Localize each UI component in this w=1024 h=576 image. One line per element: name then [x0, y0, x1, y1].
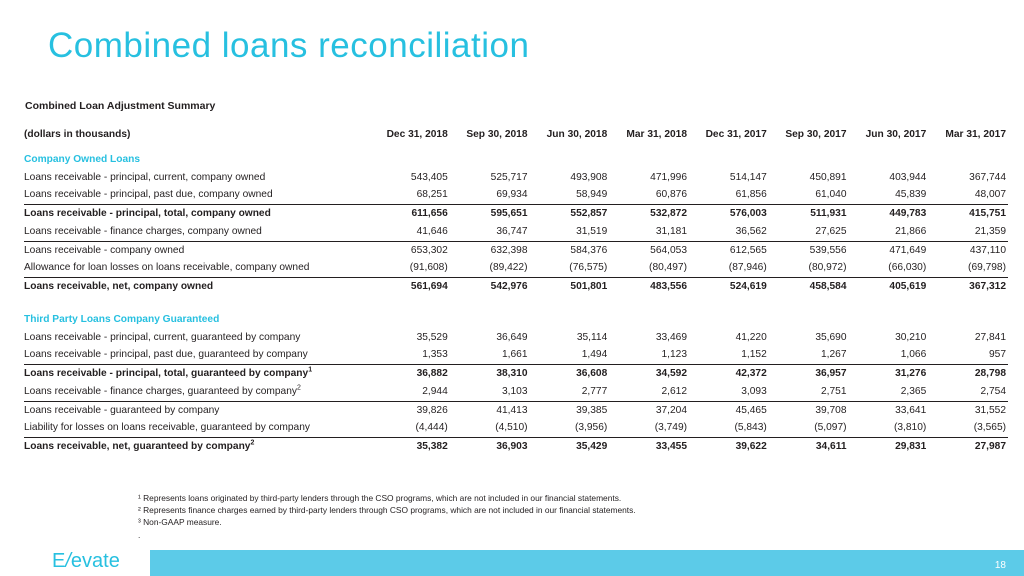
row-value: (80,972): [769, 259, 849, 277]
row-value: 471,649: [889, 244, 927, 256]
row-value: (4,510): [450, 419, 530, 437]
section-spacer-cell: [530, 304, 610, 329]
row-value: 34,611: [815, 441, 847, 453]
row-value: 450,891: [809, 171, 847, 183]
section-spacer-cell: [450, 304, 530, 329]
section-spacer-cell: [609, 304, 689, 329]
logo-part-2: evate: [70, 550, 120, 572]
row-value: 33,455: [655, 441, 687, 453]
row-value: 437,110: [969, 244, 1006, 256]
row-value: (3,749): [609, 419, 689, 437]
section-spacer-cell: [530, 144, 610, 169]
footnote-item: ² Represents finance charges earned by third-party lenders through CSO programs, which are not included in our financial statements.: [138, 505, 636, 516]
row-value: 403,944: [889, 171, 927, 183]
row-value: 653,302: [410, 244, 448, 256]
footnotes: [138, 492, 636, 541]
row-value: 2,365: [849, 383, 929, 401]
row-value: (5,097): [769, 419, 849, 437]
section-spacer-cell: [450, 144, 530, 169]
row-label: Loans receivable - principal, total, company owned: [24, 208, 271, 220]
row-value: 532,872: [650, 208, 687, 220]
footer-bar: [0, 550, 1024, 576]
table-row: [24, 259, 1008, 277]
column-header-date: Mar 31, 2018: [626, 129, 687, 140]
row-value: 27,625: [769, 223, 849, 241]
section-spacer-cell: [609, 144, 689, 169]
row-value: 483,556: [650, 281, 687, 293]
row-value: 45,839: [849, 186, 929, 204]
column-header-date: Mar 31, 2017: [945, 129, 1006, 140]
combined-loan-adjustment-table: [24, 126, 1008, 456]
footnote-item: ³ Non-GAAP measure.: [138, 517, 222, 528]
section-spacer-cell: [689, 304, 769, 329]
column-header-date: Sep 30, 2017: [785, 129, 847, 140]
row-value: 1,494: [530, 346, 610, 364]
row-value: 564,053: [650, 244, 687, 256]
row-value: 611,656: [411, 208, 448, 220]
row-value: 561,694: [410, 281, 448, 293]
row-value: 38,310: [496, 368, 528, 380]
row-value: 415,751: [969, 208, 1006, 220]
row-value: (91,608): [370, 259, 450, 277]
row-value: 42,372: [735, 368, 767, 380]
row-value: 31,519: [530, 223, 610, 241]
row-label: [24, 438, 370, 456]
row-value: 37,204: [655, 404, 687, 416]
column-header-date: Jun 30, 2017: [865, 129, 927, 140]
row-value: (3,810): [849, 419, 929, 437]
table-row-total: [24, 438, 1008, 456]
footnote-marker: 1: [308, 366, 313, 374]
row-label: Allowance for loan losses on loans receivable, company owned: [24, 259, 370, 277]
logo-slash: /: [65, 550, 71, 572]
section-header-row: [24, 304, 1008, 329]
table-row: [24, 346, 1008, 364]
row-value: 61,040: [769, 186, 849, 204]
row-value: 2,777: [530, 383, 610, 401]
row-value: 552,857: [570, 208, 608, 220]
row-value: 41,646: [370, 223, 450, 241]
table-row: [24, 401, 1008, 419]
row-label: Loans receivable - finance charges, company owned: [24, 223, 370, 241]
logo-part-1: E: [52, 550, 66, 572]
row-value: 28,798: [974, 368, 1006, 380]
row-value: 542,976: [490, 281, 528, 293]
row-value: 41,413: [496, 404, 528, 416]
row-value: 39,622: [735, 441, 767, 453]
table-header: [24, 126, 1008, 144]
row-value: 35,114: [576, 331, 608, 343]
row-value: 1,661: [450, 346, 530, 364]
table-row-total: [24, 278, 1008, 296]
table-row: [24, 186, 1008, 204]
row-value: 957: [928, 346, 1008, 364]
row-label: Loans receivable - company owned: [24, 244, 185, 256]
row-value: (69,798): [928, 259, 1008, 277]
section-spacer-cell: [689, 144, 769, 169]
row-value: 31,181: [609, 223, 689, 241]
row-value: 39,826: [416, 404, 448, 416]
section-title: Third Party Loans Company Guaranteed: [24, 313, 220, 325]
row-label: Loans receivable, net, company owned: [24, 281, 214, 293]
column-header-label: (dollars in thousands): [24, 129, 131, 140]
row-value: 30,210: [895, 331, 927, 343]
row-value: 3,103: [450, 383, 530, 401]
row-label: Loans receivable - principal, current, company owned: [24, 171, 266, 183]
row-value: 69,934: [450, 186, 530, 204]
row-value: 61,856: [689, 186, 769, 204]
table-row: [24, 383, 1008, 401]
section-spacer-cell: [370, 304, 450, 329]
section-title: Company Owned Loans: [24, 153, 141, 165]
section-spacer-cell: [849, 144, 929, 169]
row-value: 2,754: [928, 383, 1008, 401]
row-value: 632,398: [490, 244, 528, 256]
row-value: 3,093: [689, 383, 769, 401]
row-value: 36,608: [576, 368, 608, 380]
footnote-marker: 2: [296, 384, 301, 392]
row-value: 493,908: [570, 171, 608, 183]
table-caption: Combined Loan Adjustment Summary: [25, 100, 216, 112]
row-value: 367,744: [969, 171, 1006, 183]
row-value: 2,944: [370, 383, 450, 401]
row-label: [24, 383, 370, 401]
row-value: 29,831: [895, 441, 927, 453]
row-value: (76,575): [530, 259, 610, 277]
footnote-item: .: [138, 529, 141, 540]
section-spacer-cell: [849, 304, 929, 329]
row-label: [24, 365, 370, 383]
row-value: 511,931: [810, 208, 847, 220]
row-value: 539,556: [809, 244, 847, 256]
row-value: 31,276: [895, 368, 927, 380]
row-label-text: Loans receivable - finance charges, guaranteed by company: [24, 385, 297, 397]
row-value: 39,385: [576, 404, 608, 416]
row-value: (3,565): [928, 419, 1008, 437]
row-value: 35,429: [576, 441, 608, 453]
row-value: (87,946): [689, 259, 769, 277]
row-value: (3,956): [530, 419, 610, 437]
row-value: 36,562: [689, 223, 769, 241]
row-value: 2,612: [609, 383, 689, 401]
row-value: 58,949: [530, 186, 610, 204]
column-header-date: Dec 31, 2017: [705, 129, 767, 140]
column-header-date: Jun 30, 2018: [546, 129, 608, 140]
row-value: 405,619: [889, 281, 927, 293]
row-label: Loans receivable - principal, past due, company owned: [24, 186, 370, 204]
row-value: 576,003: [729, 208, 767, 220]
row-value: 524,619: [729, 281, 767, 293]
row-value: 36,649: [496, 331, 528, 343]
row-value: 514,147: [729, 171, 767, 183]
row-value: (66,030): [849, 259, 929, 277]
row-label: Loans receivable - principal, current, guaranteed by company: [24, 331, 301, 343]
row-spacer: [24, 296, 1008, 304]
row-value: (80,497): [609, 259, 689, 277]
row-value: 33,641: [895, 404, 927, 416]
table-row: [24, 419, 1008, 437]
page-title: Combined loans reconciliation: [48, 26, 530, 65]
section-spacer-cell: [370, 144, 450, 169]
row-value: 1,066: [849, 346, 929, 364]
table-row: [24, 223, 1008, 241]
row-value: 34,592: [655, 368, 687, 380]
row-value: 60,876: [609, 186, 689, 204]
row-value: 1,123: [609, 346, 689, 364]
table-body: [24, 144, 1008, 456]
row-value: 449,783: [889, 208, 927, 220]
row-label: Loans receivable - guaranteed by company: [24, 404, 220, 416]
row-value: 35,382: [416, 441, 448, 453]
row-value: 612,565: [729, 244, 767, 256]
row-value: 31,552: [974, 404, 1006, 416]
footnote-marker: 2: [250, 439, 255, 447]
row-value: 458,584: [809, 281, 847, 293]
section-spacer-cell: [928, 144, 1008, 169]
row-value: 35,529: [416, 331, 448, 343]
row-value: 471,996: [650, 171, 687, 183]
row-value: 595,651: [490, 208, 528, 220]
table-row-subtotal: [24, 365, 1008, 383]
row-value: 33,469: [655, 331, 687, 343]
section-spacer-cell: [769, 304, 849, 329]
row-label-text: Loans receivable - principal, total, guaranteed by company: [24, 368, 309, 380]
row-label-text: Loans receivable, net, guaranteed by company: [24, 441, 251, 453]
row-value: 584,376: [570, 244, 608, 256]
column-header-date: Dec 31, 2018: [386, 129, 448, 140]
row-value: 543,405: [410, 171, 448, 183]
page-number: 18: [994, 560, 1006, 571]
row-value: 48,007: [928, 186, 1008, 204]
row-value: 39,708: [815, 404, 847, 416]
row-value: 36,957: [815, 368, 847, 380]
row-value: 501,801: [570, 281, 608, 293]
section-spacer-cell: [928, 304, 1008, 329]
row-value: 367,312: [969, 281, 1006, 293]
row-value: 1,152: [689, 346, 769, 364]
column-header-date: Sep 30, 2018: [466, 129, 528, 140]
company-logo: [52, 550, 120, 573]
row-value: 525,717: [490, 171, 528, 183]
section-spacer-cell: [769, 144, 849, 169]
section-header-row: [24, 144, 1008, 169]
row-value: 36,903: [496, 441, 528, 453]
table-row: [24, 169, 1008, 187]
row-value: (4,444): [370, 419, 450, 437]
row-value: (5,843): [689, 419, 769, 437]
row-value: 68,251: [370, 186, 450, 204]
row-value: 2,751: [769, 383, 849, 401]
row-value: 1,353: [370, 346, 450, 364]
table-row: [24, 329, 1008, 347]
table-row: [24, 241, 1008, 259]
footnote-item: ¹ Represents loans originated by third-party lenders through the CSO programs, which are not included in our financial statements.: [138, 493, 622, 503]
table-row-subtotal: [24, 205, 1008, 223]
row-label: Loans receivable - principal, past due, guaranteed by company: [24, 346, 370, 364]
row-value: 35,690: [815, 331, 847, 343]
row-value: 27,841: [974, 331, 1006, 343]
row-value: 1,267: [769, 346, 849, 364]
row-value: (89,422): [450, 259, 530, 277]
row-value: 41,220: [735, 331, 767, 343]
row-value: 27,987: [974, 441, 1006, 453]
row-value: 45,465: [735, 404, 767, 416]
row-value: 36,747: [450, 223, 530, 241]
financial-table-container: [24, 100, 1008, 456]
row-label: Liability for losses on loans receivable, guaranteed by company: [24, 419, 370, 437]
row-value: 36,882: [416, 368, 448, 380]
table-header-row: [24, 126, 1008, 144]
row-value: 21,866: [849, 223, 929, 241]
row-value: 21,359: [928, 223, 1008, 241]
